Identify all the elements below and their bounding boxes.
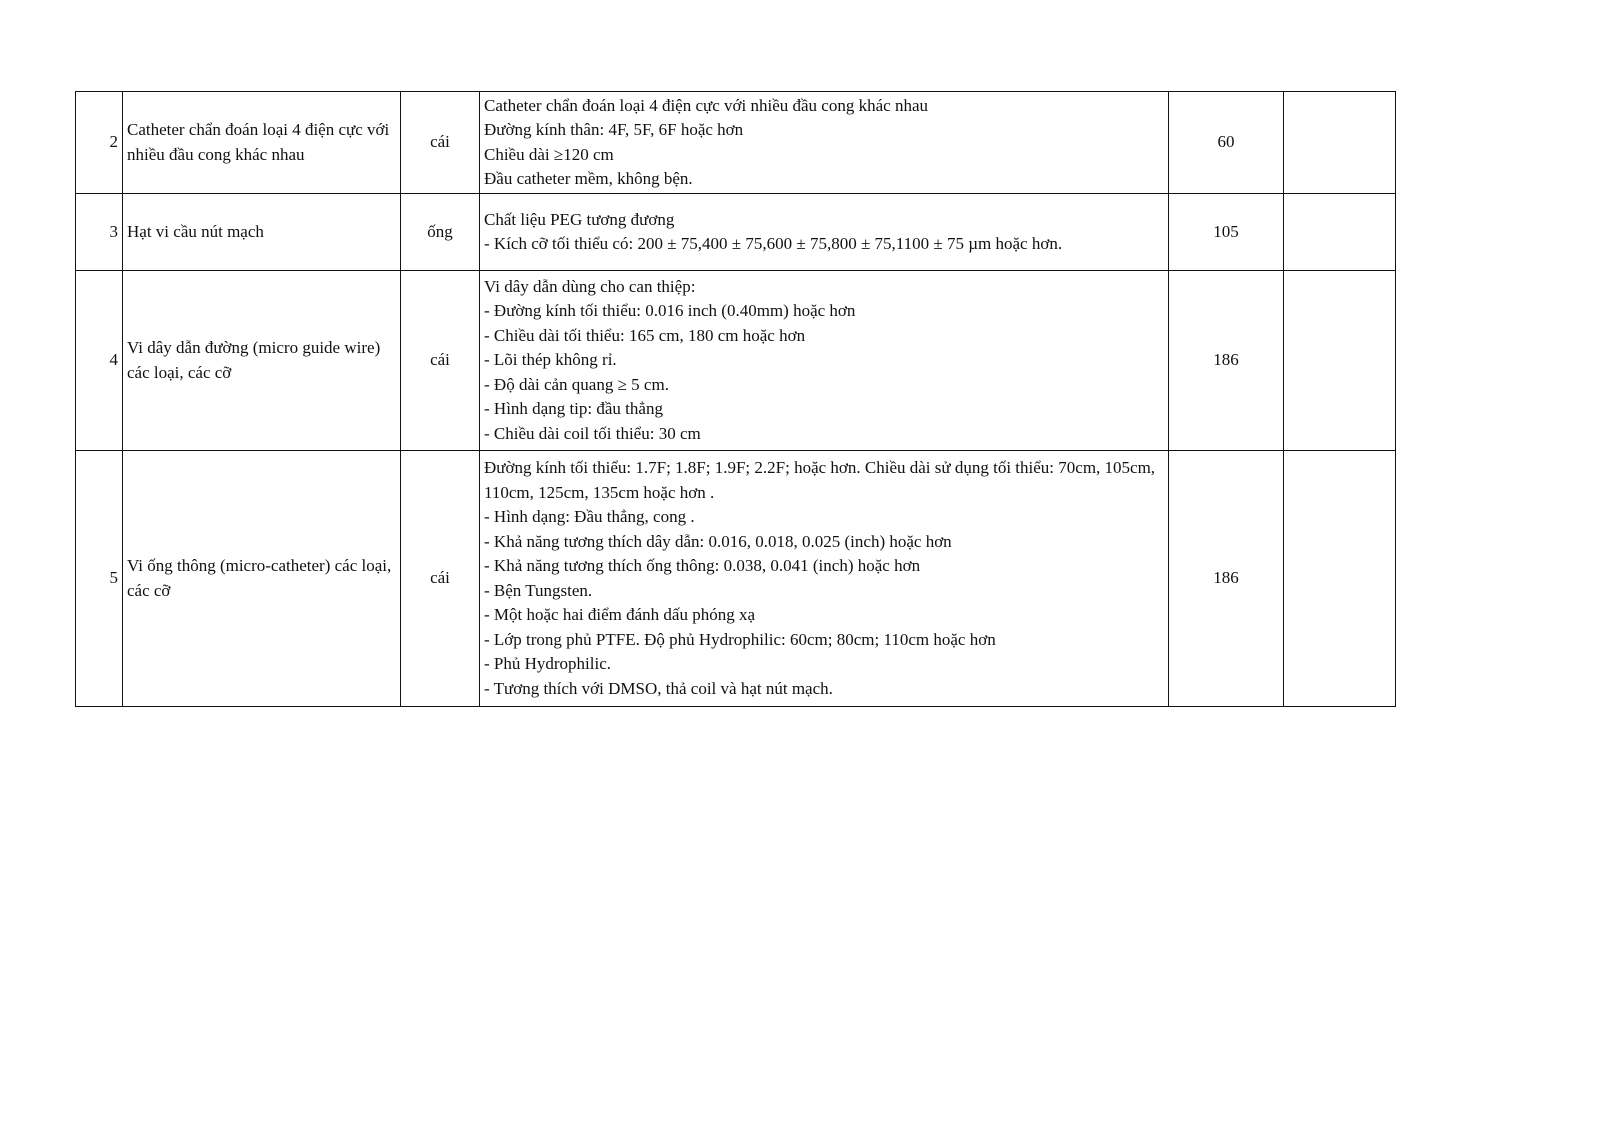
item-specification <box>480 271 1169 451</box>
spec-line: Catheter chẩn đoán loại 4 điện cực với nhiều đầu cong khác nhau <box>484 95 928 115</box>
item-note <box>1284 194 1396 271</box>
spec-line: Chất liệu PEG tương đương <box>484 209 675 229</box>
item-name: Hạt vi cầu nút mạch <box>123 194 401 271</box>
item-quantity: 186 <box>1169 451 1284 707</box>
spec-line: Đường kính tối thiểu: 1.7F; 1.8F; 1.9F; 2.2F; hoặc hơn. Chiều dài sử dụng tối thiểu: 70cm, 105cm, 110cm, 125cm, 135cm hoặc hơn . <box>484 458 1156 502</box>
item-unit: cái <box>401 92 480 194</box>
spec-line: Đầu catheter mềm, không bện. <box>484 169 693 188</box>
spec-line: - Phủ Hydrophilic. <box>484 654 612 673</box>
item-name: Vi ống thông (micro-catheter) các loại, các cỡ <box>123 451 401 707</box>
spec-line: - Khả năng tương thích dây dẫn: 0.016, 0.018, 0.025 (inch) hoặc hơn <box>484 531 952 551</box>
item-unit: cái <box>401 271 480 451</box>
table-row <box>76 451 1396 707</box>
spec-line: Chiều dài ≥120 cm <box>484 144 614 164</box>
spec-line: - Hình dạng tip: đầu thẳng <box>484 399 663 419</box>
item-note <box>1284 92 1396 194</box>
spec-line: - Tương thích với DMSO, thả coil và hạt nút mạch. <box>484 678 833 698</box>
item-quantity: 60 <box>1169 92 1284 194</box>
table-row <box>76 194 1396 271</box>
item-unit: cái <box>401 451 480 707</box>
spec-line: - Đường kính tối thiểu: 0.016 inch (0.40mm) hoặc hơn <box>484 301 856 321</box>
item-specification <box>480 451 1169 707</box>
spec-line: - Kích cỡ tối thiểu có: 200 ± 75,400 ± 75,600 ± 75,800 ± 75,1100 ± 75 µm hoặc hơn. <box>484 234 1063 253</box>
spec-line: Vi dây dẫn dùng cho can thiệp: <box>484 276 696 296</box>
spec-line: - Chiều dài coil tối thiểu: 30 cm <box>484 423 701 443</box>
item-note <box>1284 271 1396 451</box>
item-specification <box>480 194 1169 271</box>
table-row <box>76 92 1396 194</box>
spec-line: - Một hoặc hai điểm đánh dấu phóng xạ <box>484 605 755 624</box>
item-quantity: 186 <box>1169 271 1284 451</box>
spec-line: - Chiều dài tối thiểu: 165 cm, 180 cm hoặc hơn <box>484 325 806 345</box>
table-row <box>76 271 1396 451</box>
specification-table <box>75 91 1396 707</box>
item-unit: ống <box>401 194 480 271</box>
row-number: 2 <box>76 92 123 194</box>
row-number: 5 <box>76 451 123 707</box>
spec-line: - Độ dài cản quang ≥ 5 cm. <box>484 374 669 394</box>
spec-line: - Bện Tungsten. <box>484 580 593 600</box>
item-name: Catheter chẩn đoán loại 4 điện cực với nhiều đầu cong khác nhau <box>123 92 401 194</box>
row-number: 4 <box>76 271 123 451</box>
row-number: 3 <box>76 194 123 271</box>
spec-line: - Hình dạng: Đầu thẳng, cong . <box>484 507 695 526</box>
item-name: Vi dây dẫn đường (micro guide wire) các loại, các cỡ <box>123 271 401 451</box>
item-note <box>1284 451 1396 707</box>
item-specification <box>480 92 1169 194</box>
spec-line: - Khả năng tương thích ống thông: 0.038, 0.041 (inch) hoặc hơn <box>484 556 921 575</box>
spec-line: - Lõi thép không rỉ. <box>484 350 617 370</box>
item-quantity: 105 <box>1169 194 1284 271</box>
spec-line: Đường kính thân: 4F, 5F, 6F hoặc hơn <box>484 120 744 139</box>
spec-line: - Lớp trong phủ PTFE. Độ phủ Hydrophilic: 60cm; 80cm; 110cm hoặc hơn <box>484 629 996 649</box>
